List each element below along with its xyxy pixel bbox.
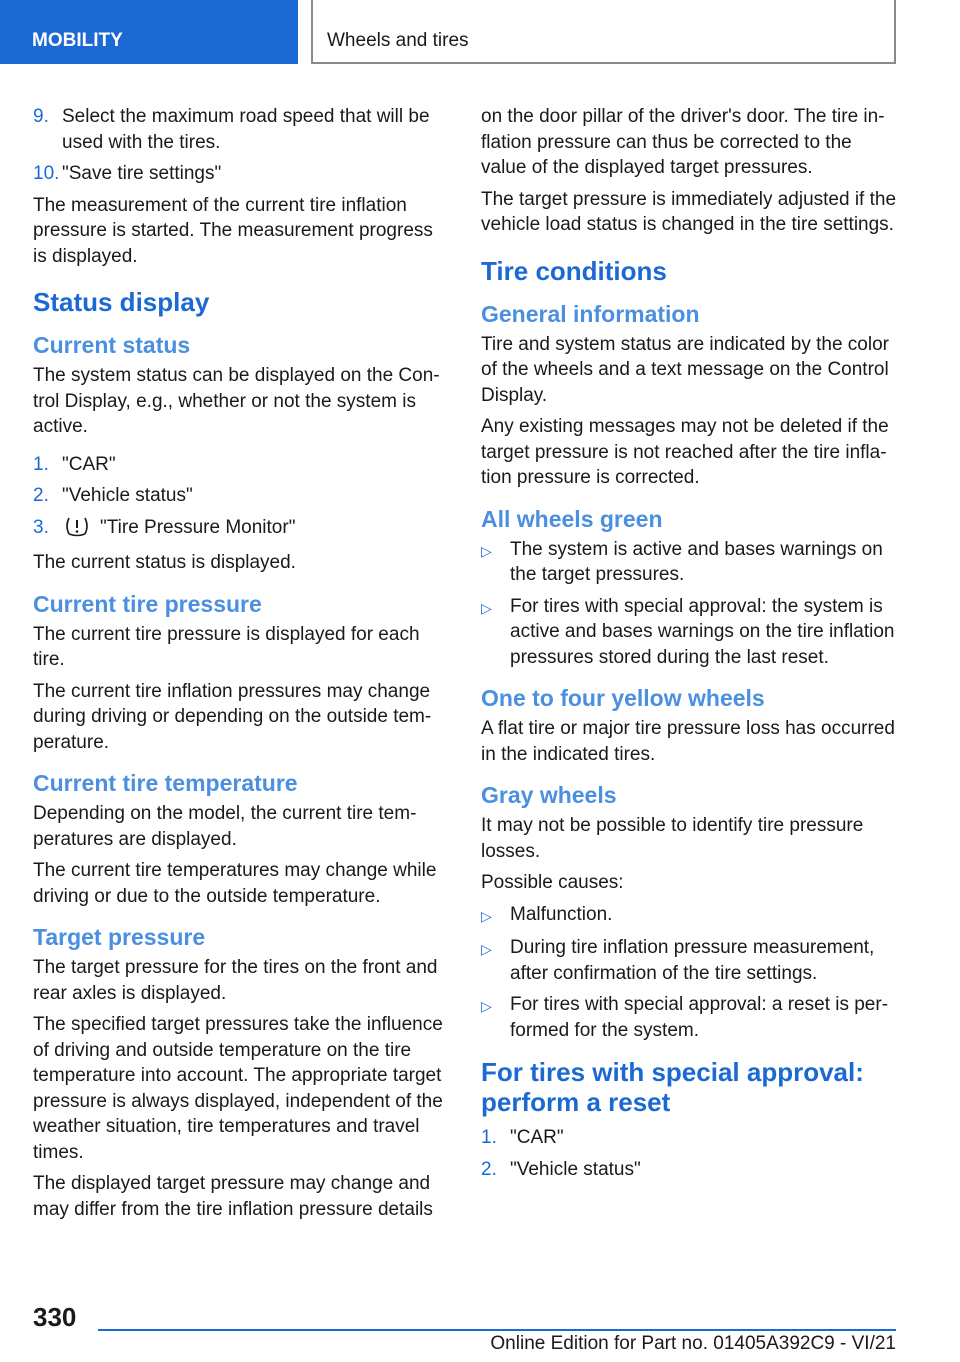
section-heading: Status display (33, 287, 210, 317)
subsection-heading: Target pressure (33, 924, 206, 950)
subsection-heading: Current status (33, 332, 191, 358)
paragraph: Tire and system status are indicated by the color of the wheels and a text message on the Control Display. (481, 333, 889, 406)
paragraph: The system status can be displayed on the Control Display, e.g., whether or not the system is active. (33, 365, 440, 437)
subsection-heading: All wheels green (481, 505, 663, 532)
edition-text: Online Edition for Part no. 01405A392C9 - VI/21 (490, 1333, 896, 1354)
footer-divider (98, 1329, 896, 1331)
paragraph: The displayed target pressure may change and may differ from the tire inflation pressure details (33, 1173, 433, 1220)
list-item: 1. "CAR" (481, 1127, 564, 1148)
triangle-right-bullet-icon: ▷ (481, 599, 492, 616)
paragraph: The specified target pressures take the influence of driving and outside temperature on the tire temperature into account. The appropriate target pressure is always displayed, independent of the weather situation, tire temperatures and travel times. (33, 1014, 443, 1163)
paragraph: The current tire inflation pressures may change during driving or depending on the outside temperature. (33, 680, 432, 753)
list-item: ▷ Malfunction. (481, 902, 897, 930)
list-item: 3. "Tire Pressure Monitor" (33, 515, 447, 545)
subsection-heading: Current tire pressure (33, 590, 262, 617)
paragraph: The current status is displayed. (33, 552, 296, 573)
subsection-heading: Current tire temperature (33, 770, 298, 796)
paragraph: A flat tire or major tire pressure loss has occurred in the indicated tires. (481, 718, 895, 765)
reset-steps-list (481, 1125, 897, 1182)
paragraph: The target pressure for the tires on the front and rear axles is displayed. (33, 957, 438, 1004)
list-item: ▷ The system is active and bases warnings on the target pressures. (481, 537, 897, 588)
section-tab: MOBILITY (0, 0, 298, 64)
triangle-right-bullet-icon: ▷ (481, 941, 492, 957)
paragraph: The measurement of the current tire inflation pressure is started. The measurement progress is displayed. (33, 194, 433, 267)
status-steps-list (33, 452, 447, 545)
list-item: 2. "Vehicle status" (33, 485, 193, 506)
list-item: 10. "Save tire settings" (33, 163, 222, 184)
paragraph: Any existing messages may not be deleted if the target pressure is not reached after the tire inflation pressure is corrected. (481, 416, 889, 488)
page-number: 330 (33, 1302, 77, 1332)
list-item: ▷ For tires with special approval: the system is active and bases warnings on the tire inflation pressures stored during the last reset. (481, 594, 897, 671)
list-item: 2. "Vehicle status" (481, 1158, 641, 1180)
list-item: 1. "CAR" (33, 453, 116, 475)
subsection-heading: One to four yellow wheels (481, 685, 765, 711)
list-item: ▷ For tires with special approval: a reset is performed for the system. (481, 992, 897, 1043)
triangle-right-bullet-icon: ▷ (481, 907, 492, 924)
subsection-heading: Gray wheels (481, 782, 617, 808)
paragraph: It may not be possible to identify tire pressure losses. (481, 815, 864, 862)
paragraph: The current tire temperatures may change while driving or due to the outside temperature. (33, 860, 437, 907)
paragraph: Possible causes: (481, 872, 624, 893)
left-column (33, 104, 447, 1228)
paragraph: on the door pillar of the driver's door. The tire inflation pressure can thus be corrected to the value of the displayed target pressures. (481, 106, 885, 178)
paragraph: The target pressure is immediately adjusted if the vehicle load status is changed in the tire settings. (481, 188, 897, 235)
list-item: ▷ During tire inflation pressure measurement, after confirmation of the tire settings. (481, 935, 897, 986)
subsection-heading: General information (481, 300, 700, 327)
steps-top-list (33, 104, 447, 187)
green-list (481, 537, 897, 671)
chapter-title: Wheels and tires (311, 0, 896, 64)
paragraph: The current tire pressure is displayed for each tire. (33, 623, 420, 670)
list-item: 9. Select the maximum road speed that will be used with the tires. (33, 106, 430, 153)
triangle-right-bullet-icon: ▷ (481, 998, 492, 1014)
section-heading: Tire conditions (481, 255, 667, 286)
triangle-right-bullet-icon: ▷ (481, 542, 492, 559)
tire-pressure-monitor-icon (64, 515, 90, 545)
right-column (481, 104, 897, 1188)
paragraph: Depending on the model, the current tire temperatures are displayed. (33, 803, 417, 850)
gray-list (481, 902, 897, 1044)
section-heading: For tires with special approval: perform a reset (481, 1057, 864, 1117)
